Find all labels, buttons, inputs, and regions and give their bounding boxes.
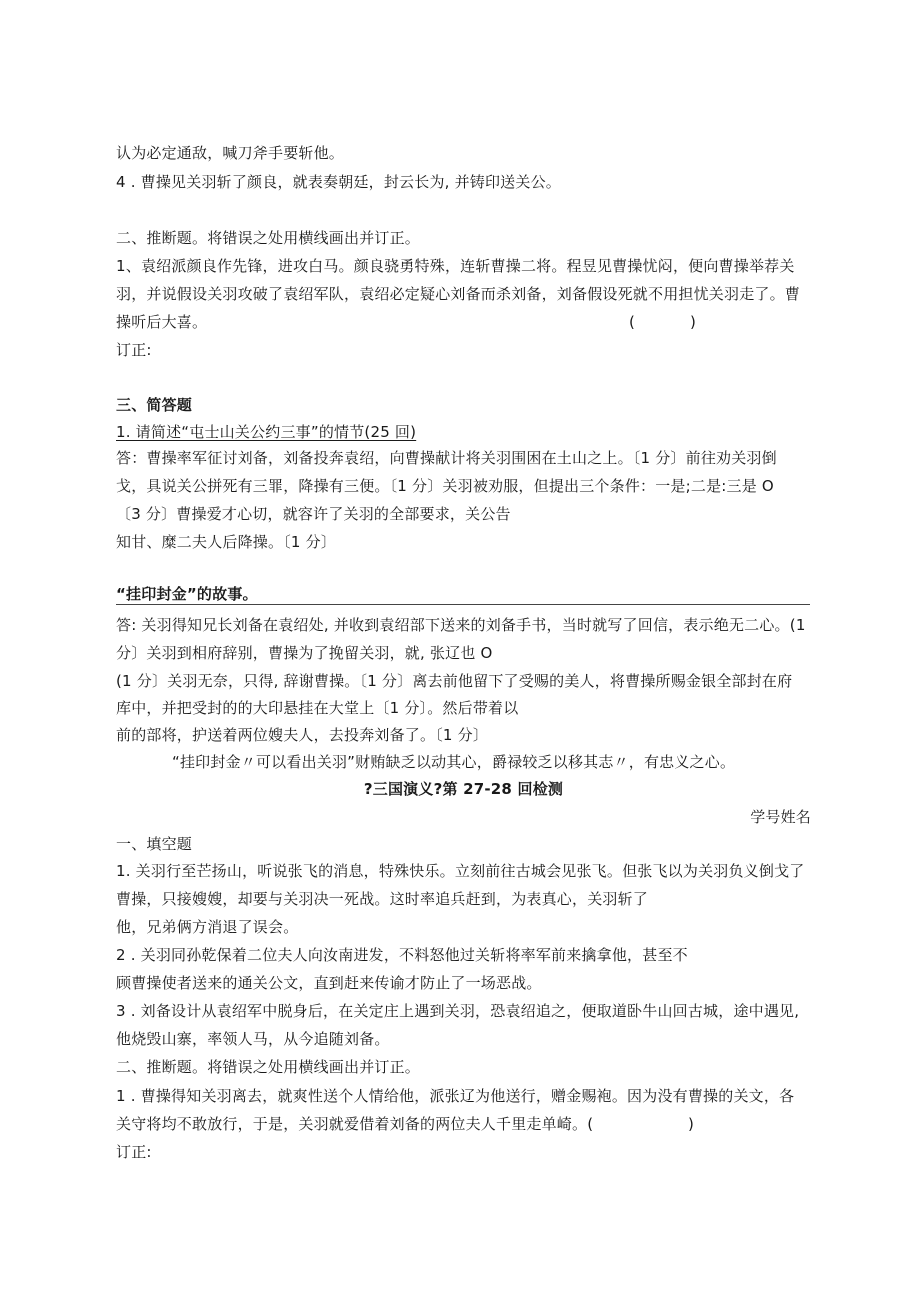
answer-bracket-close: ) (690, 313, 697, 331)
answer-line: 答：曹操率军征讨刘备，刘备投奔袁绍，向曹操献计将关羽围困在土山之上。〔1 分〕前往劝关羽倒 (116, 449, 777, 467)
q1-title-text: 1. 请简述“屯士山关公约三事”的情节(25 回) (116, 423, 417, 441)
judge2-q1-line: 1 . 曹操得知关羽离去，就爽性送个人情给他，派张辽为他送行，赠金赐袍。因为没有曹操的关文，各 (116, 1087, 795, 1105)
test-title: ?三国演义?第 27-28 回检测 (363, 780, 564, 798)
answer-line: 答: 关羽得知兄长刘备在袁绍处, 并收到袁绍部下送来的刘备手书，当时就写了回信，表示绝无二心。(1 (116, 616, 806, 634)
fill-q2-line: 2 . 关羽同孙乾保着二位夫人向汝南进发，不料怒他过关斩将率军前来擒拿他，甚至不 (116, 946, 688, 964)
fill-q3-line: 他烧毁山寨，率领人马，从今追随刘备。 (116, 1030, 390, 1048)
answer-line: (1 分〕关羽无奈，只得, 辞谢曹操。〔1 分〕离去前他留下了受赐的美人，将曹操所赐金银全部封在府 (116, 672, 793, 690)
short-answer-q2-title: “挂印封金”的故事。 (116, 585, 258, 603)
section-heading-short-answer: 三、简答题 (116, 396, 193, 414)
answer-line: “挂印封金〃可以看出关羽”财贿缺乏以动其心，爵禄较乏以移其志〃，有忠义之心。 (172, 753, 736, 771)
question-4: 4 . 曹操见关羽斩了颜良，就表奏朝廷，封云长为, 并铸印送关公。 (116, 173, 561, 191)
answer-line: 〔3 分〕曹操爱才心切，就容许了关羽的全部要求，关公告 (116, 505, 511, 523)
correction-label: 订正: (116, 1143, 152, 1161)
student-info-label: 学号姓名 (750, 808, 811, 826)
divider (116, 604, 810, 605)
answer-line: 分〕关羽到相府辞别，曹操为了挽留关羽，就, 张辽也 O (116, 644, 493, 662)
judge2-q1-line: 关守将均不敢放行，于是，关羽就爱借着刘备的两位夫人千里走单崎。( (116, 1115, 594, 1133)
answer-bracket-open: ( (629, 313, 636, 331)
answer-line: 知甘、糜二夫人后降操。〔1 分〕 (116, 533, 337, 551)
judge-q1-line: 操听后大喜。 (116, 313, 208, 331)
section-heading-judge: 二、推断题。将错误之处用横线画出并订正。 (116, 229, 421, 247)
text-line: 认为必定通敌，喊刀斧手要斩他。 (116, 144, 345, 162)
answer-line: 戈，具说关公拼死有三罪，降操有三便。〔1 分〕关羽被劝服，但提出三个条件：一是;二是:三是 O (116, 477, 774, 495)
answer-bracket-close: ) (688, 1115, 695, 1133)
fill-q3-line: 3 . 刘备设计从袁绍军中脱身后，在关定庄上遇到关羽，恐袁绍追之，便取道卧牛山回古城，途中遇见, (116, 1002, 800, 1020)
judge-q1-line: 羽，并说假设关羽攻破了袁绍军队，袁绍必定疑心刘备而杀刘备，刘备假设死就不用担忧关羽走了。曹 (116, 285, 801, 303)
short-answer-q1-title (116, 422, 416, 442)
fill-q1-line: 曹操，只接嫂嫂，却要与关羽决一死战。这时率追兵赶到，为表真心，关羽斩了 (116, 890, 649, 908)
section-heading-fill: 一、填空题 (116, 835, 193, 853)
section-heading-judge-2: 二、推断题。将错误之处用横线画出并订正。 (116, 1058, 421, 1076)
answer-line: 库中，并把受封的的大印悬挂在大堂上〔1 分〕。然后带着以 (116, 699, 519, 717)
fill-q1-line: 1. 关羽行至芒扬山，听说张飞的消息，特殊快乐。立刻前往古城会见张飞。但张飞以为关羽负义倒戈了 (116, 862, 805, 880)
answer-line: 前的部将，护送着两位嫂夫人，去投奔刘备了。〔1 分〕 (116, 726, 489, 744)
correction-label: 订正: (116, 341, 152, 359)
fill-q2-line: 顾曹操使者送来的通关公文，直到赶来传谕才防止了一场恶战。 (116, 974, 542, 992)
fill-q1-line: 他，兄弟俩方消退了误会。 (116, 918, 299, 936)
judge-q1-line: 1、袁绍派颜良作先锋，进攻白马。颜良骁勇特殊，连斩曹操二将。程昱见曹操忧闷，便向曹操举荐关 (116, 257, 795, 275)
